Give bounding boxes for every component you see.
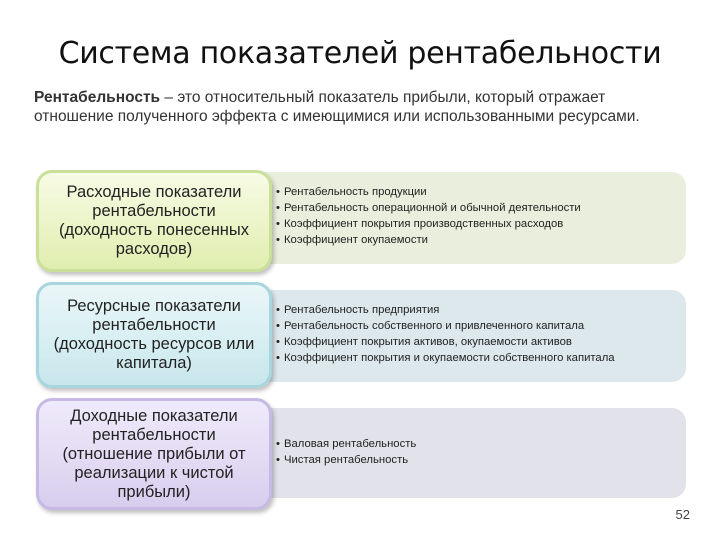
box-line: прибыли) (117, 482, 191, 501)
list-item: • Коэффициент покрытия производственных расходов (276, 216, 676, 232)
list-item: • Рентабельность собственного и привлеченного капитала (276, 318, 676, 334)
list-item: • Рентабельность предприятия (276, 302, 676, 318)
expense-indicators-box (36, 170, 272, 272)
list-item: • Рентабельность продукции (276, 184, 676, 200)
income-indicators-row (36, 398, 686, 512)
box-line: рентабельности (92, 316, 216, 334)
box-line: реализации к чистой (74, 463, 234, 482)
box-line: капитала) (116, 354, 192, 372)
slide-title: Система показателей рентабельности (58, 36, 662, 71)
box-line: рентабельности (92, 425, 216, 444)
box-line: (отношение прибыли от (62, 444, 246, 463)
list-item: • Валовая рентабельность (276, 436, 676, 452)
expense-indicators-row (36, 170, 686, 274)
list-item: • Чистая рентабельность (276, 452, 676, 468)
list-item: • Коэффициент покрытия активов, окупаемости активов (276, 334, 676, 350)
page-number: 52 (675, 507, 690, 522)
list-item: • Коэффициент окупаемости (276, 232, 676, 248)
box-line: Доходные показатели (70, 406, 238, 425)
box-line: (доходность понесенных (58, 221, 250, 239)
resource-indicators-row (36, 282, 686, 390)
expense-indicators-list (276, 184, 676, 248)
definition-text (34, 88, 684, 126)
income-indicators-box (36, 398, 272, 510)
box-line: Расходные показатели (66, 183, 242, 201)
box-line: (доходность ресурсов или (53, 335, 255, 353)
definition-body: – это относительный показатель прибыли, который отражает отношение полученного эффекта с имеющимися или использованными ресурсами. (34, 89, 640, 125)
income-indicators-list (276, 436, 676, 468)
box-line: Ресурсные показатели (67, 297, 241, 315)
list-item: • Коэффициент покрытия и окупаемости собственного капитала (276, 350, 676, 366)
box-line: рентабельности (92, 202, 216, 220)
definition-term: Рентабельность (34, 89, 161, 106)
list-item: • Рентабельность операционной и обычной деятельности (276, 200, 676, 216)
resource-indicators-list (276, 302, 676, 366)
box-line: расходов) (115, 240, 193, 258)
resource-indicators-box (36, 282, 272, 388)
